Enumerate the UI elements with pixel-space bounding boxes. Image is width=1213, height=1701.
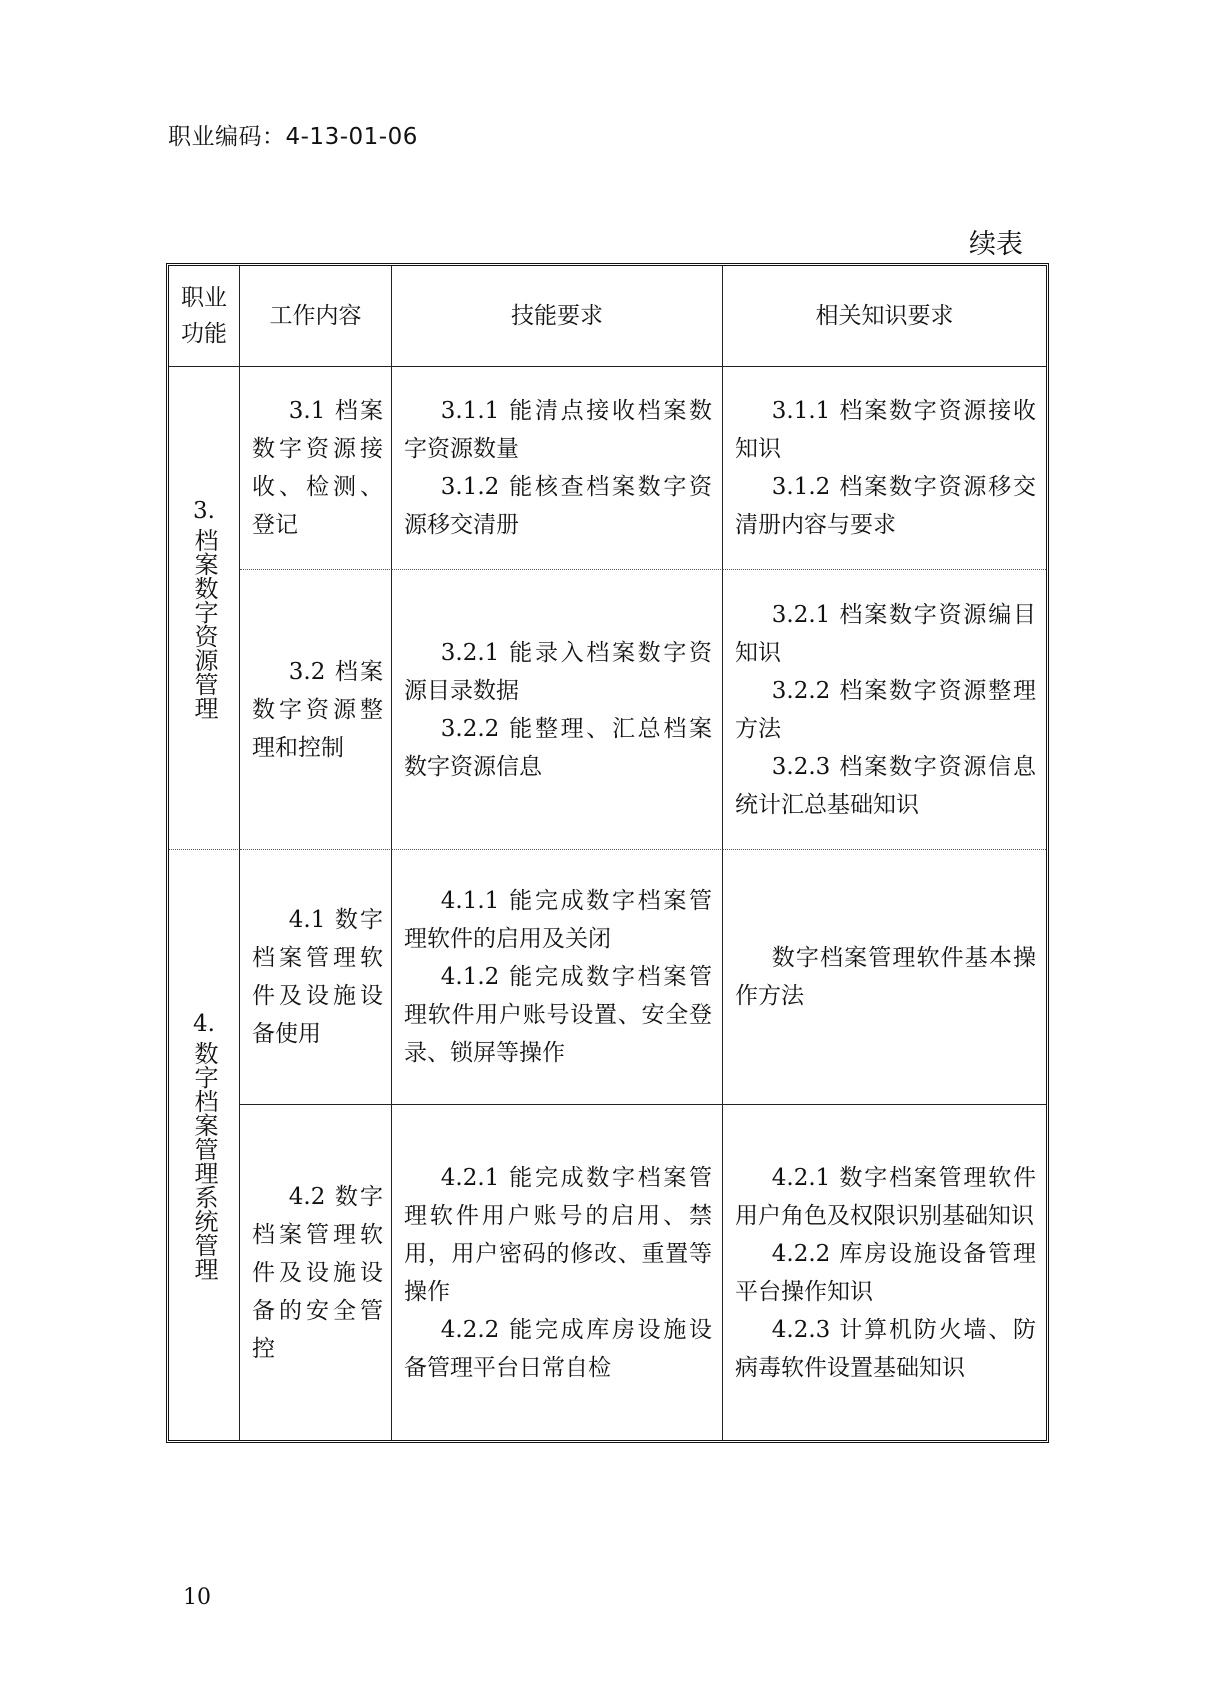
skill-item: 4.2.1 能完成数字档案管理软件用户账号的启用、禁用，用户密码的修改、重置等操作 [404,1164,712,1305]
header-knowledge-requirements: 相关知识要求 [723,266,1046,367]
skills-3-2 [392,570,723,850]
skill-item: 4.1.1 能完成数字档案管理软件的启用及关闭 [404,888,712,952]
knowledge-4-1 [723,850,1046,1105]
continued-table-label: 续表 [969,229,1023,260]
knowledge-4-2 [723,1105,1046,1440]
function-number: 4. [193,1011,215,1037]
occupation-code: 职业编码：4-13-01-06 [168,124,418,150]
skills-4-2 [392,1105,723,1440]
function-number: 3. [193,498,215,524]
work-content-text: 4.1 数字档案管理软件及设施设备使用 [252,907,383,1047]
skill-item: 3.2.1 能录入档案数字资源目录数据 [404,639,712,704]
function-name: 档案数字资源管理 [190,528,218,720]
knowledge-item: 4.2.2 库房设施设备管理平台操作知识 [735,1240,1036,1305]
skills-4-1 [392,850,723,1105]
work-content-text: 3.2 档案数字资源整理和控制 [252,658,383,761]
work-content-4-1 [240,850,392,1105]
knowledge-3-1 [723,367,1046,570]
work-content-4-2 [240,1105,392,1440]
knowledge-item: 3.1.1 档案数字资源接收知识 [735,398,1036,462]
function-3-cell [169,367,240,850]
skills-table [166,263,1049,1443]
header-work-content: 工作内容 [240,266,392,367]
knowledge-item: 3.1.2 档案数字资源移交清册内容与要求 [735,474,1036,538]
skills-3-1 [392,367,723,570]
skill-item: 3.1.1 能清点接收档案数字资源数量 [404,398,712,462]
page-number: 10 [183,1585,211,1610]
skill-item: 4.1.2 能完成数字档案管理软件用户账号设置、安全登录、锁屏等操作 [404,964,712,1066]
header-function: 职业功能 [169,266,240,367]
skill-item: 4.2.2 能完成库房设施设备管理平台日常自检 [404,1316,712,1381]
work-content-3-2 [240,570,392,850]
header-skill-requirements: 技能要求 [392,266,723,367]
knowledge-item: 数字档案管理软件基本操作方法 [735,945,1036,1009]
knowledge-item: 3.2.2 档案数字资源整理方法 [735,677,1036,742]
knowledge-item: 4.2.1 数字档案管理软件用户角色及权限识别基础知识 [735,1164,1036,1229]
knowledge-item: 3.2.3 档案数字资源信息统计汇总基础知识 [735,753,1036,818]
work-content-3-1 [240,367,392,570]
skill-item: 3.2.2 能整理、汇总档案数字资源信息 [404,715,712,780]
function-4-cell [169,850,240,1440]
work-content-text: 4.2 数字档案管理软件及设施设备的安全管控 [252,1183,383,1362]
skill-item: 3.1.2 能核查档案数字资源移交清册 [404,474,712,538]
function-name: 数字档案管理系统管理 [190,1041,218,1281]
knowledge-item: 4.2.3 计算机防火墙、防病毒软件设置基础知识 [735,1316,1036,1381]
work-content-text: 3.1 档案数字资源接收、检测、登记 [252,398,383,538]
knowledge-item: 3.2.1 档案数字资源编目知识 [735,601,1036,666]
knowledge-3-2 [723,570,1046,850]
